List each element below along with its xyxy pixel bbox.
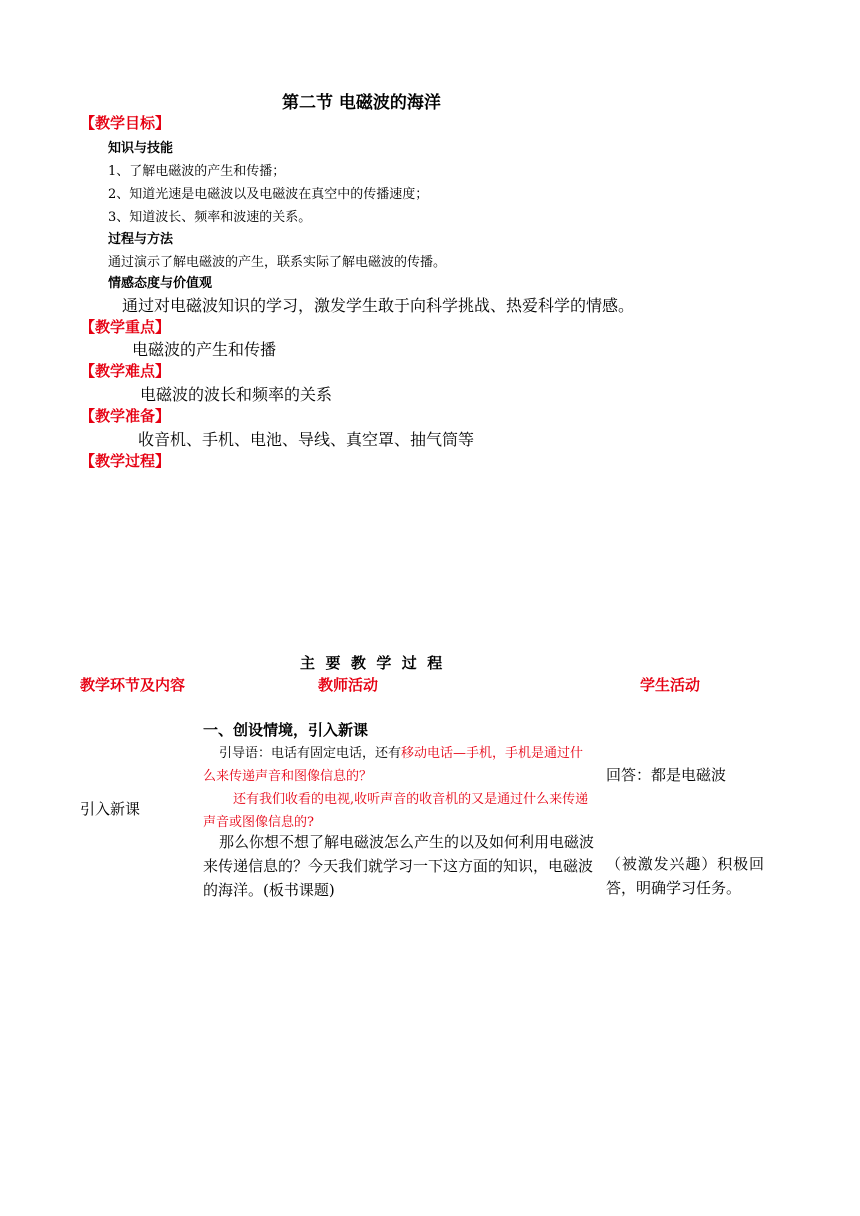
process-heading: 【教学过程】 xyxy=(80,452,171,470)
objective-item-3: 3、知道波长、频率和波速的关系。 xyxy=(108,210,312,225)
preparation-text: 收音机、手机、电池、导线、真空罩、抽气筒等 xyxy=(138,430,475,449)
attitude-text: 通过对电磁波知识的学习，激发学生敢于向科学挑战、热爱科学的情感。 xyxy=(122,296,635,315)
difficulties-text: 电磁波的波长和频率的关系 xyxy=(140,385,333,404)
col-header-student: 学生活动 xyxy=(640,676,701,694)
preparation-heading: 【教学准备】 xyxy=(80,407,171,425)
student-answer-2: （被激发兴趣）积极回答，明确学习任务。 xyxy=(606,855,764,897)
key-points-heading: 【教学重点】 xyxy=(80,318,171,336)
intro-guide-prefix: 引导语：电话有固定电话，还有 xyxy=(219,746,402,761)
student-answer-1: 回答：都是电磁波 xyxy=(606,766,727,784)
process-method-heading: 过程与方法 xyxy=(108,232,174,247)
process-method-text: 通过演示了解电磁波的产生，联系实际了解电磁波的传播。 xyxy=(108,255,447,270)
knowledge-heading: 知识与技能 xyxy=(108,141,174,156)
col-header-stage: 教学环节及内容 xyxy=(80,676,186,694)
main-process-title: 主 要 教 学 过 程 xyxy=(300,654,443,672)
col-header-teacher: 教师活动 xyxy=(318,676,379,694)
intro-guide-text xyxy=(203,742,593,788)
stage-intro: 引入新课 xyxy=(80,800,141,818)
attitude-heading: 情感态度与价值观 xyxy=(108,276,213,291)
page-title: 第二节 电磁波的海洋 xyxy=(282,93,441,113)
intro-guide-highlight: 移动电话—手机，手机是通过什么来传递声音和图像信息的？ xyxy=(203,746,584,784)
teacher-step-heading: 一、创设情境，引入新课 xyxy=(203,721,369,739)
objective-item-2: 2、知道光速是电磁波以及电磁波在真空中的传播速度； xyxy=(108,187,429,202)
difficulties-heading: 【教学难点】 xyxy=(80,362,171,380)
objective-item-1: 1、了解电磁波的产生和传播； xyxy=(108,164,286,179)
key-points-text: 电磁波的产生和传播 xyxy=(132,340,277,359)
intro-question-2: 还有我们收看的电视,收听声音的收音机的又是通过什么来传递声音或图像信息的? xyxy=(203,792,589,830)
objectives-heading: 【教学目标】 xyxy=(80,114,171,132)
intro-paragraph: 那么你想不想了解电磁波怎么产生的以及如何利用电磁波来传递信息的？今天我们就学习一下这方面的知识，电磁波的海洋。(板书课题) xyxy=(203,833,595,899)
